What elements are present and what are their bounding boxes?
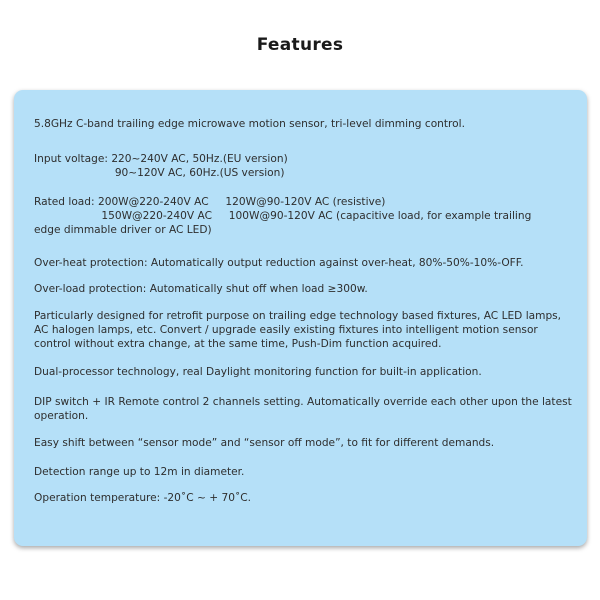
feature-sensor-text: 5.8GHz C-band trailing edge microwave motion sensor, tri-level dimming control.	[34, 118, 465, 130]
feature-input-voltage-line-2: 90~120V AC, 60Hz.(US version)	[34, 167, 285, 179]
feature-dip-switch: DIP switch + IR Remote control 2 channels setting. Automatically override each other upon the latest operation.	[34, 396, 572, 422]
page-title: Features	[256, 35, 344, 55]
feature-retrofit: Particularly designed for retrofit purpose on trailing edge technology based fixtures, AC LED lamps, AC halogen lamps, etc. Convert / upgrade easily existing fixtures into intelligent motion sensor control without extra change, at the same time, Push-Dim function acquired.	[34, 310, 562, 350]
feature-rated-load-line-3: edge dimmable driver or AC LED)	[34, 224, 212, 236]
feature-overheat: Over-heat protection: Automatically output reduction against over-heat, 80%-50%-10%-OFF.	[34, 257, 524, 269]
feature-rated-load	[34, 195, 574, 237]
feature-dual-processor: Dual-processor technology, real Daylight monitoring function for built-in application.	[34, 366, 482, 378]
feature-detection-range: Detection range up to 12m in diameter.	[34, 466, 245, 478]
feature-mode-shift: Easy shift between “sensor mode” and “sensor off mode”, to fit for different demands.	[34, 437, 495, 449]
feature-overload: Over-load protection: Automatically shut off when load ≥300w.	[34, 283, 368, 295]
feature-rated-load-line-2: 150W@220-240V AC 100W@90-120V AC (capacitive load, for example trailing	[34, 210, 532, 222]
feature-input-voltage	[34, 152, 574, 180]
feature-operation-temperature: Operation temperature: -20˚C ~ + 70˚C.	[34, 492, 252, 504]
feature-sensor	[34, 117, 574, 131]
features-card	[14, 90, 587, 546]
feature-input-voltage-line-1: Input voltage: 220~240V AC, 50Hz.(EU version)	[34, 153, 288, 165]
feature-rated-load-line-1: Rated load: 200W@220-240V AC 120W@90-120V AC (resistive)	[34, 196, 386, 208]
